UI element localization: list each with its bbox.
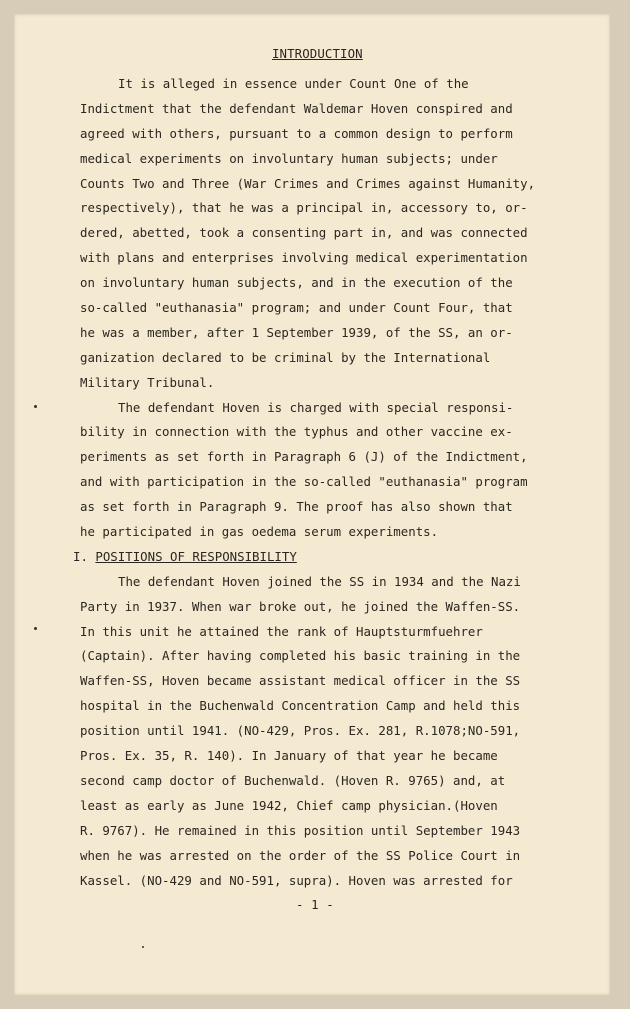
- paragraph-2: [80, 396, 535, 545]
- section-number: I.: [73, 548, 88, 564]
- text-line: The defendant Hoven joined the SS in 1934 and the Nazi: [118, 573, 521, 589]
- text-line: dered, abetted, took a consenting part in, and was connected: [80, 225, 528, 241]
- text-line: when he was arrested on the order of the SS Police Court in: [80, 847, 521, 863]
- text-line: agreed with others, pursuant to a common design to perform: [80, 125, 513, 141]
- text-line: Pros. Ex. 35, R. 140). In January of that year he became: [80, 748, 498, 764]
- section-heading: [73, 545, 535, 570]
- paper-mark: [142, 946, 144, 948]
- text-line: medical experiments on involuntary human subjects; under: [80, 150, 498, 166]
- page-number: - 1 -: [296, 897, 334, 912]
- paper-mark: [34, 627, 37, 630]
- text-line: respectively), that he was a principal in, accessory to, or-: [80, 200, 528, 216]
- section-title: POSITIONS OF RESPONSIBILITY: [95, 548, 297, 564]
- text-line: It is alleged in essence under Count One of the: [118, 76, 469, 91]
- text-line: he was a member, after 1 September 1939, of the SS, an or-: [80, 324, 513, 340]
- document-body: [73, 72, 536, 893]
- text-line: he participated in gas oedema serum experiments.: [80, 524, 439, 540]
- text-line: with plans and enterprises involving medical experimentation: [80, 250, 528, 266]
- text-line: Counts Two and Three (War Crimes and Crimes against Humanity,: [80, 175, 536, 191]
- text-line: Party in 1937. When war broke out, he joined the Waffen-SS.: [80, 598, 521, 614]
- paper-mark: [34, 405, 37, 408]
- text-line: periments as set forth in Paragraph 6 (J) of the Indictment,: [80, 449, 528, 465]
- text-line: Military Tribunal.: [80, 374, 215, 390]
- text-line: The defendant Hoven is charged with special responsi-: [118, 399, 514, 415]
- text-line: ganization declared to be criminal by the International: [80, 349, 491, 365]
- text-line: Kassel. (NO-429 and NO-591, supra). Hoven was arrested for: [80, 872, 513, 888]
- paragraph-3: [80, 570, 535, 894]
- text-line: Waffen-SS, Hoven became assistant medical officer in the SS: [80, 673, 521, 689]
- text-line: In this unit he attained the rank of Hauptsturmfuehrer: [80, 623, 483, 639]
- text-line: Indictment that the defendant Waldemar Hoven conspired and: [80, 100, 513, 116]
- text-line: hospital in the Buchenwald Concentration Camp and held this: [80, 698, 521, 714]
- paragraph-1: [80, 72, 535, 396]
- text-line: second camp doctor of Buchenwald. (Hoven R. 9765) and, at: [80, 772, 506, 788]
- document-title: INTRODUCTION: [272, 46, 363, 61]
- text-line: so-called "euthanasia" program; and under Count Four, that: [80, 300, 513, 316]
- text-line: R. 9767). He remained in this position until September 1943: [80, 822, 521, 838]
- text-line: and with participation in the so-called "euthanasia" program: [80, 474, 528, 490]
- text-line: position until 1941. (NO-429, Pros. Ex. 281, R.1078;NO-591,: [80, 723, 521, 739]
- text-line: least as early as June 1942, Chief camp physician.(Hoven: [80, 797, 498, 813]
- text-line: (Captain). After having completed his basic training in the: [80, 648, 521, 664]
- text-line: bility in connection with the typhus and other vaccine ex-: [80, 424, 513, 440]
- text-line: as set forth in Paragraph 9. The proof has also shown that: [80, 499, 513, 515]
- text-line: on involuntary human subjects, and in the execution of the: [80, 275, 513, 291]
